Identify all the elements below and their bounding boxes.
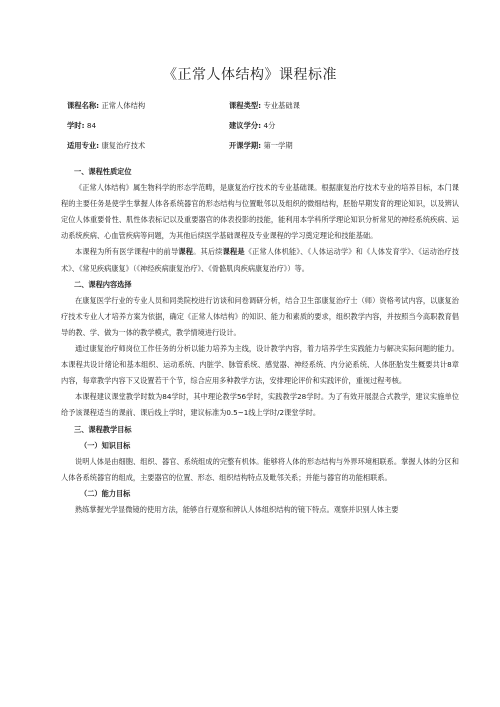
section-2-paragraph-2: 通过康复治疗师岗位工作任务的分析以能力培养为主线，设计教学内容，着力培养学生实践能力与解决实际问题的能力。本课程共设计绪论和基本组织、运动系统、内脏学、脉管系统、感觉器、神经系统、内分泌系统、人体胚胎发生概要共计8章内容，每章教学内容下又设置若干个节，综合应用多种教学方法，安排理论评价和实践评价，重视过程考核。 (61, 344, 459, 386)
credits-value: 4分 (263, 121, 276, 130)
page-title: 《正常人体结构》课程标准 (163, 67, 337, 83)
semester-value: 第一学期 (263, 141, 293, 150)
document-body (61, 164, 459, 518)
section-heading-3: 三、课程教学目标 (74, 424, 132, 434)
section-2-paragraph-3: 本课程建议课堂教学时数为84学时，其中理论教学56学时，实践教学28学时。为了有效开展混合式教学，建议实施单位给予该课程适当的课前、课后线上学时，建议标准为0.5~1线上学时/2课堂学时。 (61, 392, 459, 418)
semester (229, 141, 293, 151)
section-heading-1: 一、课程性质定位 (74, 167, 132, 176)
semester-label: 开课学期: (229, 141, 262, 150)
hours-label: 学时: (67, 121, 85, 130)
subsection-knowledge-paragraph: 说明人体是由细胞、组织、器官、系统组成的完整有机体。能够将人体的形态结构与外界环境相联系。掌握人体的分区和人体各系统器官的组成，主要器官的位置、形态、组织结构特点及毗邻关系；并能与器官的功能相联系。 (61, 456, 459, 482)
course-name (67, 101, 145, 111)
course-type-label: 课程类型: (229, 101, 262, 110)
subsection-ability-paragraph: 熟练掌握光学显微镜的使用方法，能够自行观察和辨认人体组织结构的镜下特点。观察并识别人体主要 (75, 504, 399, 514)
subsection-heading-knowledge: （一）知识目标 (80, 440, 131, 450)
subsection-heading-ability: （二）能力目标 (80, 488, 131, 498)
s1-p2-b: 课程 (178, 247, 194, 257)
hours-value: 84 (86, 121, 97, 130)
major-label: 适用专业: (67, 141, 100, 150)
section-heading-2: 二、课程内容选择 (74, 279, 132, 289)
hours (67, 121, 96, 131)
major-value: 康复治疗技术 (101, 141, 146, 150)
s1-p2-c: 。其后续 (193, 247, 223, 257)
section-1-paragraph-2 (61, 244, 459, 276)
course-name-label: 课程名称: (67, 101, 100, 110)
course-name-value: 正常人体结构 (101, 101, 146, 110)
s1-p2-e: 《正常人体机能》、《人体运动学》和《人体发育学》、《运动治疗技术》、《常见疾病康复》（《神经疾病康复治疗》、《骨骼肌肉疾病康复治疗》）等。 (61, 247, 459, 273)
course-type (229, 101, 300, 111)
major (67, 141, 145, 151)
s1-p2-d: 课程是 (222, 247, 245, 257)
section-2-paragraph-1: 在康复医学行业的专业人员和同类院校进行访谈和问卷调研分析，结合卫生部康复治疗士（师）资格考试内容，以康复治疗技术专业人才培养方案为依据，确定《正常人体结构》的知识、能力和素质的要求，组织教学内容，并按照当今高职教育倡导的教、学、做为一体的教学模式，教学情境进行设计。 (61, 295, 459, 337)
s1-p2-a: 本课程为所有医学课程中的前导 (75, 247, 179, 257)
credits (229, 121, 275, 131)
course-type-value: 专业基础课 (263, 101, 300, 110)
credits-label: 建议学分: (229, 121, 262, 130)
section-1-paragraph-1: 《正常人体结构》属生物科学的形态学范畴，是康复治疗技术的专业基础课。根据康复治疗技术专业的培养目标，本门课程的主要任务是使学生掌握人体各系统器官的形态结构与位置毗邻以及组织的微细结构，胚胎早期发育的理论知识，以及辨认定位人体重要骨性、肌性体表标记以及重要器官的体表投影的技能，能利用本学科所学理论知识分析常见的神经系统疾病、运动系统疾病、心血管疾病等问题，为其他后续医学基础课程及专业课程的学习奠定理论和技能基础。 (61, 183, 459, 241)
